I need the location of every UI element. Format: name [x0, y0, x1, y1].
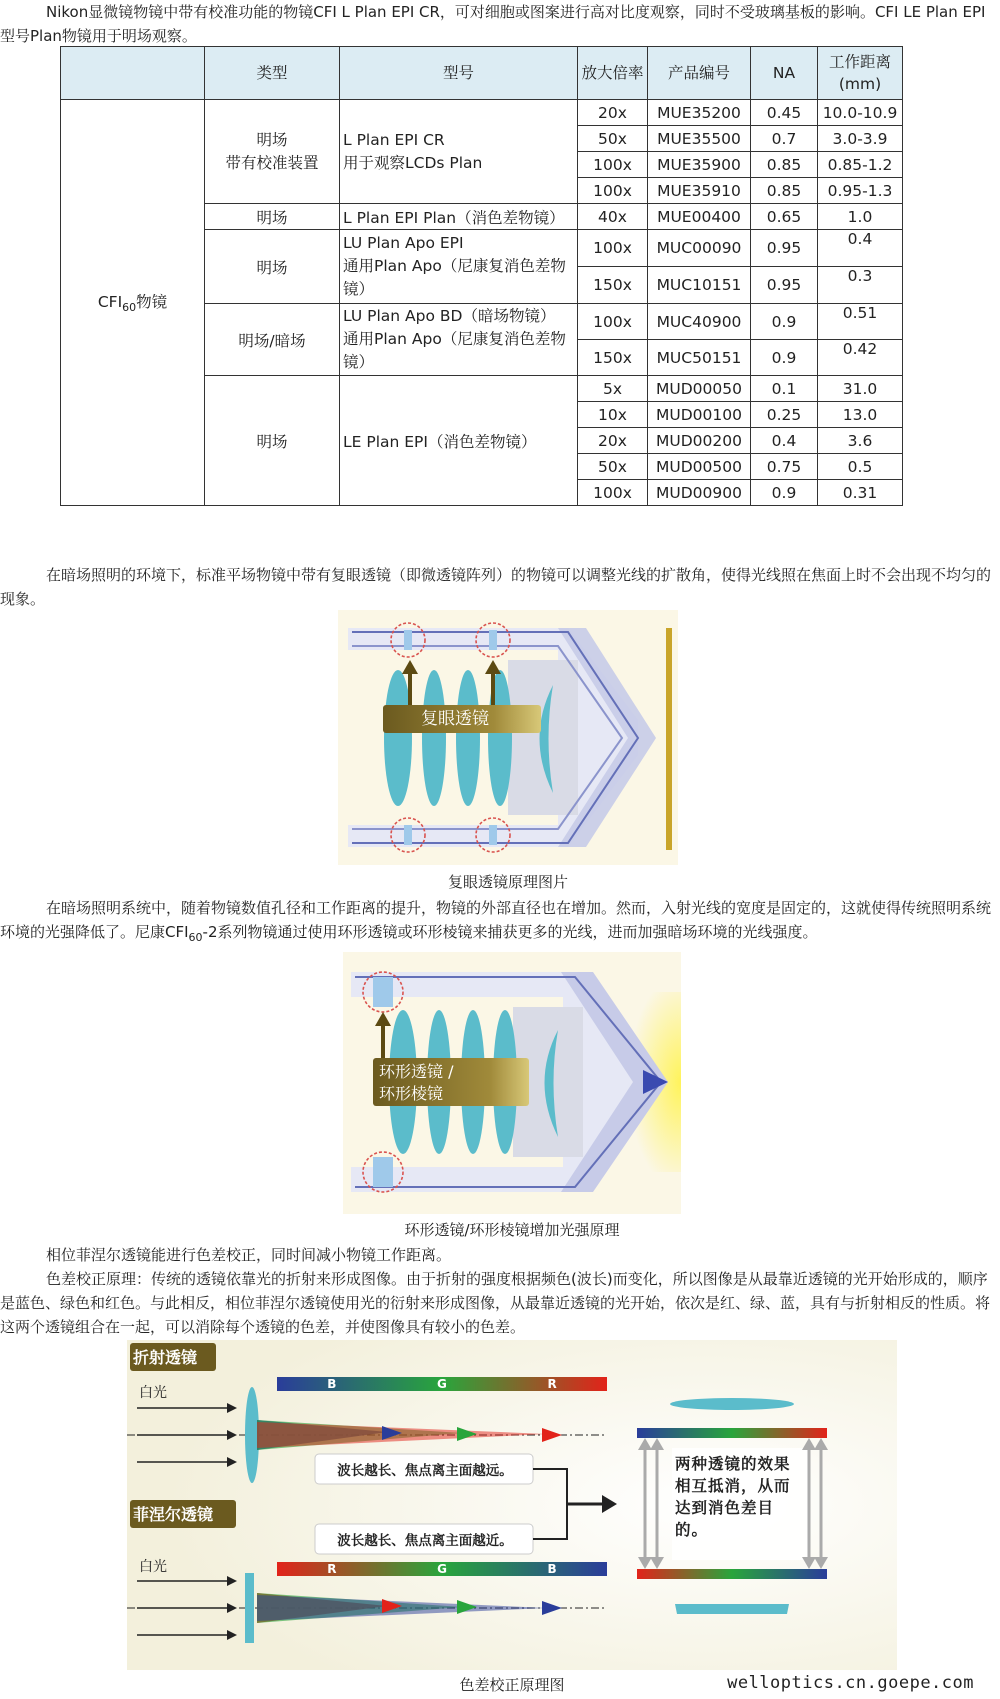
- site-watermark: welloptics.cn.goepe.com: [727, 1673, 974, 1693]
- refraction-note: 波长越长、焦点离主面越远。: [337, 1463, 513, 1479]
- mag-cell: 100x: [578, 178, 648, 204]
- na-cell: 0.9: [751, 340, 818, 376]
- diffraction-note: 波长越长、焦点离主面越近。: [337, 1533, 513, 1549]
- combined-result-text: 两种透镜的效果 相互抵消，从而 达到消色差目 的。: [675, 1455, 791, 1539]
- wd-cell: 0.42: [818, 340, 903, 376]
- type-cell: 明场/暗场: [205, 304, 340, 376]
- code-cell: MUC00090: [648, 230, 751, 267]
- header-empty: [61, 47, 205, 100]
- fly-eye-paragraph: 在暗场照明的环境下，标准平场物镜中带有复眼透镜（即微透镜阵列）的物镜可以调整光线的扩散角，使得光线照在焦面上时不会出现不均匀的现象。: [0, 566, 992, 608]
- code-cell: MUD00050: [648, 376, 751, 402]
- na-cell: 0.45: [751, 100, 818, 126]
- fly-eye-lens-diagram: [338, 610, 678, 865]
- header-working-distance: 工作距离 (mm): [818, 47, 903, 100]
- series-cell: $CFI_{60}$物镜: [61, 100, 205, 506]
- mag-cell: 10x: [578, 402, 648, 428]
- type-cell: 明场 带有校准装置: [205, 100, 340, 204]
- refractive-lens-title: 折射透镜: [133, 1348, 198, 1367]
- mag-cell: 100x: [578, 152, 648, 178]
- wd-cell: 10.0-10.9: [818, 100, 903, 126]
- na-cell: 0.1: [751, 376, 818, 402]
- mag-cell: 5x: [578, 376, 648, 402]
- chromatic-correction-paragraph: 色差校正原理：传统的透镜依靠光的折射来形成图像。由于折射的强度根据频色(波长)而变化，所以图像是从最靠近透镜的光开始形成的，顺序是蓝色、绿色和红色。与此相反，相位菲涅尔透镜使用光的衍射来形成图像，从最靠近透镜的光开始，依次是红、绿、蓝，具有与折射相反的性质。将这两个透镜组合在一起，可以消除每个透镜的色差，并使图像具有较小的色差。: [0, 1270, 991, 1336]
- mag-cell: 100x: [578, 230, 648, 267]
- table-row: [61, 100, 903, 126]
- mag-cell: 50x: [578, 126, 648, 152]
- type-cell: 明场: [205, 204, 340, 230]
- model-cell: L Plan EPI Plan（消色差物镜）: [340, 204, 578, 230]
- na-cell: 0.85: [751, 178, 818, 204]
- ring-lens-paragraph: 在暗场照明系统中，随着物镜数值孔径和工作距离的提升，物镜的外部直径也在增加。然而，入射光线的宽度是固定的，这就使得传统照明系统环境的光强降低了。尼康$CFI_{60}-2$系列物镜通过使用环形透镜或环形棱镜来捕获更多的光线，进而加强暗场环境的光线强度。: [0, 899, 992, 944]
- header-na: NA: [751, 47, 818, 100]
- wd-cell: 3.6: [818, 428, 903, 454]
- na-cell: 0.7: [751, 126, 818, 152]
- na-cell: 0.9: [751, 304, 818, 340]
- objective-spec-table: [60, 46, 903, 506]
- na-cell: 0.4: [751, 428, 818, 454]
- header-product-code: 产品编号: [648, 47, 751, 100]
- fresnel-paragraph: 相位菲涅尔透镜能进行色差校正，同时间减小物镜工作距离。: [46, 1246, 452, 1264]
- wd-cell: 0.31: [818, 480, 903, 506]
- ring-lens-label: 环形透镜 / 环形棱镜: [373, 1058, 529, 1106]
- wd-cell: 0.5: [818, 454, 903, 480]
- wd-cell: 0.51: [818, 304, 903, 340]
- code-cell: MUE35910: [648, 178, 751, 204]
- code-cell: MUD00500: [648, 454, 751, 480]
- code-cell: MUD00200: [648, 428, 751, 454]
- code-cell: MUC50151: [648, 340, 751, 376]
- code-cell: MUD00900: [648, 480, 751, 506]
- fly-eye-label: 复眼透镜: [383, 705, 541, 733]
- code-cell: MUE35500: [648, 126, 751, 152]
- white-light-label-top: 白光: [139, 1385, 167, 1401]
- mag-cell: 100x: [578, 304, 648, 340]
- bottom-spectrum-labels: R G B: [327, 1562, 557, 1576]
- wd-cell: 3.0-3.9: [818, 126, 903, 152]
- wd-cell: 1.0: [818, 204, 903, 230]
- header-magnification: 放大倍率: [578, 47, 648, 100]
- model-cell: LU Plan Apo EPI 通用Plan Apo（尼康复消色差物 镜）: [340, 230, 578, 304]
- header-model: 型号: [340, 47, 578, 100]
- wd-cell: 0.95-1.3: [818, 178, 903, 204]
- code-cell: MUE35900: [648, 152, 751, 178]
- model-cell: LE Plan EPI（消色差物镜）: [340, 376, 578, 506]
- type-cell: 明场: [205, 376, 340, 506]
- mag-cell: 100x: [578, 480, 648, 506]
- model-cell: L Plan EPI CR 用于观察LCDs Plan: [340, 100, 578, 204]
- model-cell: LU Plan Apo BD（暗场物镜） 通用Plan Apo（尼康复消色差物 镜）: [340, 304, 578, 376]
- fresnel-lens-title: 菲涅尔透镜: [133, 1505, 214, 1524]
- type-cell: 明场: [205, 230, 340, 304]
- mag-cell: 20x: [578, 100, 648, 126]
- header-type: 类型: [205, 47, 340, 100]
- code-cell: MUD00100: [648, 402, 751, 428]
- top-spectrum-labels: B G R: [327, 1377, 557, 1391]
- na-cell: 0.95: [751, 267, 818, 304]
- wd-cell: 31.0: [818, 376, 903, 402]
- code-cell: MUE00400: [648, 204, 751, 230]
- intro-paragraph: Nikon显微镜物镜中带有校准功能的物镜CFI L Plan EPI CR，可对细胞或图案进行高对比度观察，同时不受玻璃基板的影响。CFI LE Plan EPI型号Plan物镜用于明场观察。: [0, 3, 986, 45]
- mag-cell: 20x: [578, 428, 648, 454]
- code-cell: MUC40900: [648, 304, 751, 340]
- na-cell: 0.95: [751, 230, 818, 267]
- wd-cell: 0.3: [818, 267, 903, 304]
- wd-cell: 13.0: [818, 402, 903, 428]
- mag-cell: 40x: [578, 204, 648, 230]
- table-header-row: [61, 47, 903, 100]
- code-cell: MUC10151: [648, 267, 751, 304]
- white-light-label-bottom: 白光: [139, 1559, 167, 1575]
- mag-cell: 150x: [578, 340, 648, 376]
- na-cell: 0.85: [751, 152, 818, 178]
- wd-cell: 0.4: [818, 230, 903, 267]
- wd-cell: 0.85-1.2: [818, 152, 903, 178]
- na-cell: 0.65: [751, 204, 818, 230]
- na-cell: 0.25: [751, 402, 818, 428]
- fig2-caption: 环形透镜/环形棱镜增加光强原理: [404, 1221, 620, 1239]
- mag-cell: 150x: [578, 267, 648, 304]
- fig3-caption: 色差校正原理图: [459, 1676, 565, 1694]
- fig1-caption: 复眼透镜原理图片: [447, 873, 568, 891]
- na-cell: 0.75: [751, 454, 818, 480]
- code-cell: MUE35200: [648, 100, 751, 126]
- na-cell: 0.9: [751, 480, 818, 506]
- mag-cell: 50x: [578, 454, 648, 480]
